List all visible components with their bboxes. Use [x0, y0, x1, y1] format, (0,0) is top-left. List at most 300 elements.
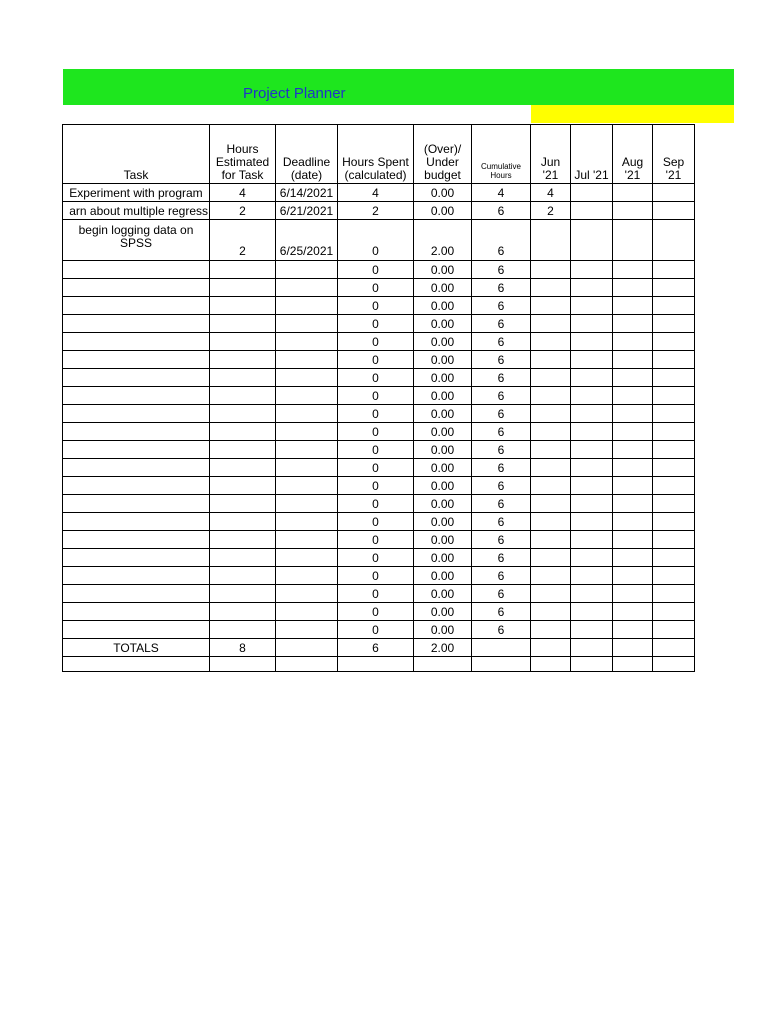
cell-spent[interactable]: 0: [338, 585, 414, 603]
cell-budget[interactable]: 0.00: [414, 495, 472, 513]
cell-task[interactable]: [63, 495, 210, 513]
cell-task[interactable]: [63, 549, 210, 567]
table-row: [63, 621, 695, 639]
table-row: [63, 261, 695, 279]
empty-cell[interactable]: [613, 657, 653, 672]
cell-task[interactable]: begin logging data on SPSS: [63, 220, 210, 261]
cell-cum[interactable]: 6: [472, 621, 531, 639]
cell-aug[interactable]: [613, 333, 653, 351]
cell-jul[interactable]: [571, 405, 613, 423]
cell-jul[interactable]: [571, 621, 613, 639]
cell-aug[interactable]: [613, 387, 653, 405]
cell-budget[interactable]: 0.00: [414, 567, 472, 585]
cell-spent[interactable]: 0: [338, 477, 414, 495]
cell-aug[interactable]: [613, 477, 653, 495]
cell-sep[interactable]: [653, 585, 695, 603]
cell-deadline[interactable]: [276, 603, 338, 621]
cell-deadline[interactable]: [276, 621, 338, 639]
cell-jul[interactable]: [571, 477, 613, 495]
cell-cum[interactable]: 6: [472, 513, 531, 531]
cell-cum[interactable]: 6: [472, 261, 531, 279]
table-row: [63, 351, 695, 369]
cell-sep[interactable]: [653, 621, 695, 639]
cell-jul[interactable]: [571, 279, 613, 297]
totals-empty-cell[interactable]: [276, 639, 338, 657]
cell-jun[interactable]: [531, 549, 571, 567]
cell-budget[interactable]: 0.00: [414, 477, 472, 495]
title-banner: [63, 69, 734, 105]
totals-empty-cell[interactable]: [472, 639, 531, 657]
cell-jul[interactable]: [571, 585, 613, 603]
empty-cell[interactable]: [210, 657, 276, 672]
cell-jul[interactable]: [571, 567, 613, 585]
cell-deadline[interactable]: [276, 531, 338, 549]
cell-jul[interactable]: [571, 369, 613, 387]
empty-cell[interactable]: [571, 657, 613, 672]
cell-est[interactable]: 2: [210, 220, 276, 261]
cell-cum[interactable]: 6: [472, 423, 531, 441]
cell-jun[interactable]: 2: [531, 202, 571, 220]
header-sep[interactable]: Sep '21: [653, 125, 695, 184]
totals-row: [63, 639, 695, 657]
header-deadline[interactable]: Deadline (date): [276, 125, 338, 184]
cell-jun[interactable]: [531, 459, 571, 477]
cell-spent[interactable]: 0: [338, 549, 414, 567]
totals-empty-cell[interactable]: [531, 639, 571, 657]
cell-jul[interactable]: [571, 495, 613, 513]
cell-jul[interactable]: [571, 531, 613, 549]
cell-jul[interactable]: [571, 297, 613, 315]
cell-aug[interactable]: [613, 621, 653, 639]
table-row: [63, 441, 695, 459]
cell-aug[interactable]: [613, 369, 653, 387]
cell-jun[interactable]: [531, 621, 571, 639]
cell-deadline[interactable]: [276, 585, 338, 603]
cell-sep[interactable]: [653, 351, 695, 369]
table-row: [63, 369, 695, 387]
cell-sep[interactable]: [653, 441, 695, 459]
cell-est[interactable]: [210, 459, 276, 477]
cell-sep[interactable]: [653, 297, 695, 315]
cell-deadline[interactable]: [276, 423, 338, 441]
cell-deadline[interactable]: [276, 513, 338, 531]
cell-est[interactable]: [210, 423, 276, 441]
cell-spent[interactable]: 0: [338, 279, 414, 297]
cell-cum[interactable]: 6: [472, 297, 531, 315]
cell-sep[interactable]: [653, 531, 695, 549]
cell-task[interactable]: [63, 279, 210, 297]
totals-empty-cell[interactable]: [613, 639, 653, 657]
cell-task[interactable]: [63, 513, 210, 531]
empty-cell[interactable]: [276, 657, 338, 672]
cell-deadline[interactable]: [276, 387, 338, 405]
cell-task[interactable]: [63, 459, 210, 477]
cell-cum[interactable]: 6: [472, 603, 531, 621]
cell-spent[interactable]: 0: [338, 459, 414, 477]
cell-cum[interactable]: 6: [472, 495, 531, 513]
cell-task[interactable]: [63, 423, 210, 441]
cell-jul[interactable]: [571, 202, 613, 220]
cell-task[interactable]: [63, 333, 210, 351]
cell-deadline[interactable]: [276, 369, 338, 387]
page-title: Project Planner: [243, 85, 346, 102]
header-cumulative[interactable]: [472, 125, 531, 184]
cell-jun[interactable]: 4: [531, 184, 571, 202]
cell-budget[interactable]: 0.00: [414, 387, 472, 405]
cell-aug[interactable]: [613, 405, 653, 423]
cell-cum[interactable]: 6: [472, 315, 531, 333]
cell-jun[interactable]: [531, 369, 571, 387]
cell-cum[interactable]: 6: [472, 369, 531, 387]
cell-spent[interactable]: 0: [338, 297, 414, 315]
cell-deadline[interactable]: [276, 549, 338, 567]
cell-budget[interactable]: 0.00: [414, 423, 472, 441]
cell-deadline[interactable]: [276, 459, 338, 477]
header-over-under[interactable]: (Over)/ Under budget: [414, 125, 472, 184]
table-row: [63, 585, 695, 603]
cell-sep[interactable]: [653, 279, 695, 297]
cell-budget[interactable]: 0.00: [414, 261, 472, 279]
cell-budget[interactable]: 0.00: [414, 549, 472, 567]
header-hours-spent[interactable]: Hours Spent (calculated): [338, 125, 414, 184]
cell-cum[interactable]: 6: [472, 549, 531, 567]
cell-sep[interactable]: [653, 369, 695, 387]
totals-label[interactable]: TOTALS: [63, 639, 210, 657]
cell-jun[interactable]: [531, 567, 571, 585]
header-jul[interactable]: Jul '21: [571, 125, 613, 184]
table-row: [63, 567, 695, 585]
cell-budget[interactable]: 0.00: [414, 513, 472, 531]
cell-aug[interactable]: [613, 495, 653, 513]
cell-spent[interactable]: 0: [338, 333, 414, 351]
table-row: [63, 423, 695, 441]
cell-jun[interactable]: [531, 387, 571, 405]
cell-spent[interactable]: 0: [338, 405, 414, 423]
cell-budget[interactable]: 0.00: [414, 603, 472, 621]
cell-est[interactable]: [210, 477, 276, 495]
table-row: [63, 297, 695, 315]
totals-est[interactable]: 8: [210, 639, 276, 657]
cell-jun[interactable]: [531, 531, 571, 549]
table-row: [63, 333, 695, 351]
cell-cum[interactable]: 6: [472, 477, 531, 495]
cell-deadline[interactable]: 6/25/2021: [276, 220, 338, 261]
cell-deadline[interactable]: [276, 261, 338, 279]
cell-est[interactable]: [210, 279, 276, 297]
cell-deadline[interactable]: 6/14/2021: [276, 184, 338, 202]
table-body: [63, 184, 695, 672]
cell-sep[interactable]: [653, 333, 695, 351]
cell-est[interactable]: [210, 315, 276, 333]
empty-cell[interactable]: [531, 657, 571, 672]
cell-sep[interactable]: [653, 459, 695, 477]
cell-spent[interactable]: 4: [338, 184, 414, 202]
cell-deadline[interactable]: [276, 279, 338, 297]
cell-est[interactable]: [210, 513, 276, 531]
cell-spent[interactable]: 0: [338, 387, 414, 405]
cell-aug[interactable]: [613, 441, 653, 459]
cell-budget[interactable]: 0.00: [414, 202, 472, 220]
cell-task[interactable]: [63, 315, 210, 333]
table-row: [63, 220, 695, 261]
cell-task[interactable]: [63, 351, 210, 369]
cell-aug[interactable]: [613, 261, 653, 279]
cell-aug[interactable]: [613, 513, 653, 531]
cell-budget[interactable]: 0.00: [414, 333, 472, 351]
cell-jul[interactable]: [571, 220, 613, 261]
cell-jun[interactable]: [531, 279, 571, 297]
cell-budget[interactable]: 0.00: [414, 585, 472, 603]
cell-sep[interactable]: [653, 405, 695, 423]
cell-jun[interactable]: [531, 585, 571, 603]
cell-cum[interactable]: 6: [472, 202, 531, 220]
cell-task[interactable]: [63, 441, 210, 459]
cell-cum[interactable]: 6: [472, 531, 531, 549]
cell-cum[interactable]: 6: [472, 351, 531, 369]
cell-budget[interactable]: 0.00: [414, 315, 472, 333]
totals-spent[interactable]: 6: [338, 639, 414, 657]
empty-cell[interactable]: [414, 657, 472, 672]
cell-aug[interactable]: [613, 423, 653, 441]
cell-spent[interactable]: 0: [338, 603, 414, 621]
cell-est[interactable]: [210, 351, 276, 369]
table-row: [63, 405, 695, 423]
cell-est[interactable]: [210, 261, 276, 279]
cell-aug[interactable]: [613, 585, 653, 603]
table-row: [63, 184, 695, 202]
table-row: [63, 459, 695, 477]
cell-jul[interactable]: [571, 441, 613, 459]
cell-aug[interactable]: [613, 531, 653, 549]
cell-task[interactable]: [63, 603, 210, 621]
cell-jun[interactable]: [531, 315, 571, 333]
cell-jul[interactable]: [571, 387, 613, 405]
cell-spent[interactable]: 0: [338, 315, 414, 333]
cell-aug[interactable]: [613, 567, 653, 585]
planner-table: [62, 124, 695, 672]
empty-cell[interactable]: [653, 657, 695, 672]
cell-deadline[interactable]: [276, 297, 338, 315]
cell-cum[interactable]: 6: [472, 459, 531, 477]
totals-empty-cell[interactable]: [571, 639, 613, 657]
cell-jul[interactable]: [571, 549, 613, 567]
cell-cum[interactable]: 6: [472, 405, 531, 423]
table-row: [63, 603, 695, 621]
cell-est[interactable]: [210, 549, 276, 567]
cell-budget[interactable]: 2.00: [414, 220, 472, 261]
cell-spent[interactable]: 0: [338, 495, 414, 513]
cell-est[interactable]: [210, 369, 276, 387]
cell-jul[interactable]: [571, 459, 613, 477]
cell-sep[interactable]: [653, 477, 695, 495]
cell-aug[interactable]: [613, 315, 653, 333]
cell-jul[interactable]: [571, 351, 613, 369]
cell-jun[interactable]: [531, 423, 571, 441]
cell-est[interactable]: [210, 585, 276, 603]
cell-est[interactable]: [210, 495, 276, 513]
cell-sep[interactable]: [653, 220, 695, 261]
cell-cum[interactable]: 6: [472, 279, 531, 297]
cell-deadline[interactable]: [276, 351, 338, 369]
cell-jun[interactable]: [531, 297, 571, 315]
cell-spent[interactable]: 0: [338, 261, 414, 279]
cell-cum[interactable]: 6: [472, 585, 531, 603]
cell-est[interactable]: [210, 441, 276, 459]
cell-sep[interactable]: [653, 567, 695, 585]
cell-task[interactable]: Experiment with program: [63, 184, 210, 202]
cell-sep[interactable]: [653, 315, 695, 333]
cell-est[interactable]: [210, 531, 276, 549]
cell-task[interactable]: [63, 531, 210, 549]
cell-spent[interactable]: 0: [338, 531, 414, 549]
cell-task[interactable]: [63, 585, 210, 603]
cell-task[interactable]: [63, 369, 210, 387]
cell-jun[interactable]: [531, 405, 571, 423]
cell-jun[interactable]: [531, 261, 571, 279]
table-row: [63, 531, 695, 549]
cell-est[interactable]: [210, 621, 276, 639]
cell-task[interactable]: arn about multiple regress: [63, 202, 210, 220]
cell-sep[interactable]: [653, 603, 695, 621]
cell-sep[interactable]: [653, 549, 695, 567]
cell-cum[interactable]: 6: [472, 441, 531, 459]
cell-cum[interactable]: 6: [472, 333, 531, 351]
cell-sep[interactable]: [653, 387, 695, 405]
cell-task[interactable]: [63, 387, 210, 405]
cell-jun[interactable]: [531, 477, 571, 495]
cell-budget[interactable]: 0.00: [414, 369, 472, 387]
cell-deadline[interactable]: [276, 567, 338, 585]
cell-aug[interactable]: [613, 459, 653, 477]
cell-est[interactable]: 4: [210, 184, 276, 202]
cell-deadline[interactable]: [276, 495, 338, 513]
cell-spent[interactable]: 2: [338, 202, 414, 220]
cell-sep[interactable]: [653, 261, 695, 279]
cell-jul[interactable]: [571, 333, 613, 351]
cell-aug[interactable]: [613, 549, 653, 567]
cell-sep[interactable]: [653, 495, 695, 513]
cell-aug[interactable]: [613, 351, 653, 369]
totals-empty-cell[interactable]: [653, 639, 695, 657]
cell-jun[interactable]: [531, 333, 571, 351]
table-row: [63, 495, 695, 513]
cell-budget[interactable]: 0.00: [414, 184, 472, 202]
cell-spent[interactable]: 0: [338, 567, 414, 585]
cell-est[interactable]: 2: [210, 202, 276, 220]
cell-aug[interactable]: [613, 603, 653, 621]
header-hours-estimated[interactable]: Hours Estimated for Task: [210, 125, 276, 184]
cell-cum[interactable]: 6: [472, 387, 531, 405]
cell-aug[interactable]: [613, 297, 653, 315]
cell-task[interactable]: [63, 621, 210, 639]
cell-aug[interactable]: [613, 184, 653, 202]
cell-est[interactable]: [210, 405, 276, 423]
cell-jul[interactable]: [571, 315, 613, 333]
cell-jul[interactable]: [571, 423, 613, 441]
header-cumulative-label: Cumulative Hours: [480, 162, 521, 180]
cell-budget[interactable]: 0.00: [414, 531, 472, 549]
cell-sep[interactable]: [653, 513, 695, 531]
cell-deadline[interactable]: [276, 441, 338, 459]
cell-est[interactable]: [210, 567, 276, 585]
blank-row: [63, 657, 695, 672]
cell-spent[interactable]: 0: [338, 441, 414, 459]
cell-spent[interactable]: 0: [338, 369, 414, 387]
cell-jun[interactable]: [531, 351, 571, 369]
cell-jun[interactable]: [531, 603, 571, 621]
cell-deadline[interactable]: [276, 477, 338, 495]
cell-aug[interactable]: [613, 279, 653, 297]
cell-jun[interactable]: [531, 513, 571, 531]
table-row: [63, 202, 695, 220]
header-task[interactable]: Task: [63, 125, 210, 184]
cell-est[interactable]: [210, 603, 276, 621]
cell-jul[interactable]: [571, 184, 613, 202]
table-row: [63, 513, 695, 531]
header-jun[interactable]: Jun '21: [531, 125, 571, 184]
cell-est[interactable]: [210, 297, 276, 315]
cell-task[interactable]: [63, 477, 210, 495]
cell-aug[interactable]: [613, 202, 653, 220]
header-aug[interactable]: Aug '21: [613, 125, 653, 184]
cell-budget[interactable]: 0.00: [414, 297, 472, 315]
cell-deadline[interactable]: [276, 405, 338, 423]
cell-aug[interactable]: [613, 220, 653, 261]
cell-deadline[interactable]: [276, 315, 338, 333]
cell-est[interactable]: [210, 333, 276, 351]
cell-jun[interactable]: [531, 220, 571, 261]
cell-jul[interactable]: [571, 261, 613, 279]
totals-budget[interactable]: 2.00: [414, 639, 472, 657]
cell-budget[interactable]: 0.00: [414, 351, 472, 369]
cell-sep[interactable]: [653, 423, 695, 441]
cell-budget[interactable]: 0.00: [414, 405, 472, 423]
cell-cum[interactable]: 6: [472, 220, 531, 261]
cell-budget[interactable]: 0.00: [414, 459, 472, 477]
highlight-bar: [531, 105, 734, 123]
cell-budget[interactable]: 0.00: [414, 621, 472, 639]
table-row: [63, 315, 695, 333]
empty-cell[interactable]: [472, 657, 531, 672]
table-row: [63, 387, 695, 405]
cell-jul[interactable]: [571, 513, 613, 531]
cell-est[interactable]: [210, 387, 276, 405]
cell-deadline[interactable]: [276, 333, 338, 351]
cell-spent[interactable]: 0: [338, 220, 414, 261]
cell-task[interactable]: [63, 297, 210, 315]
cell-sep[interactable]: [653, 202, 695, 220]
cell-jun[interactable]: [531, 441, 571, 459]
cell-deadline[interactable]: 6/21/2021: [276, 202, 338, 220]
cell-spent[interactable]: 0: [338, 423, 414, 441]
cell-spent[interactable]: 0: [338, 351, 414, 369]
cell-jul[interactable]: [571, 603, 613, 621]
cell-task[interactable]: [63, 261, 210, 279]
cell-sep[interactable]: [653, 184, 695, 202]
cell-task[interactable]: [63, 405, 210, 423]
cell-task[interactable]: [63, 567, 210, 585]
cell-jun[interactable]: [531, 495, 571, 513]
empty-cell[interactable]: [338, 657, 414, 672]
cell-spent[interactable]: 0: [338, 621, 414, 639]
cell-budget[interactable]: 0.00: [414, 441, 472, 459]
table-row: [63, 549, 695, 567]
cell-budget[interactable]: 0.00: [414, 279, 472, 297]
cell-cum[interactable]: 6: [472, 567, 531, 585]
cell-cum[interactable]: 4: [472, 184, 531, 202]
cell-spent[interactable]: 0: [338, 513, 414, 531]
empty-cell[interactable]: [63, 657, 210, 672]
